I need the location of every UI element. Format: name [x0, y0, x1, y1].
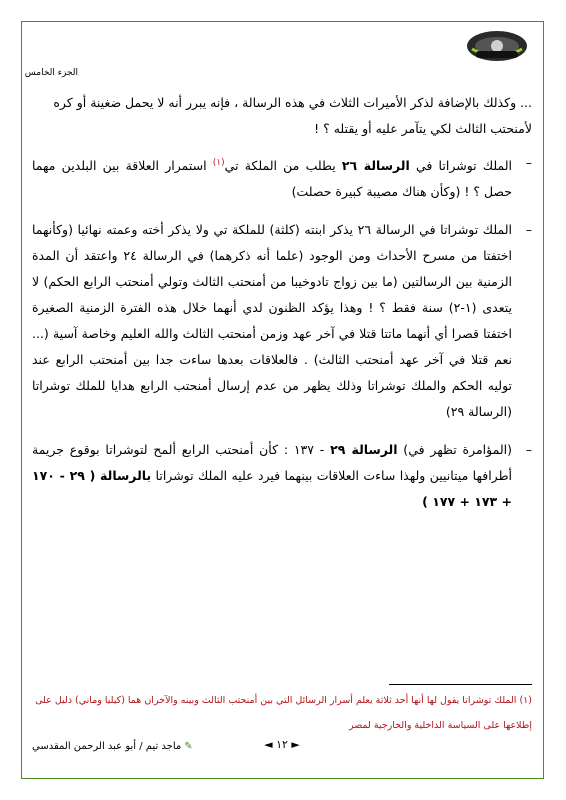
bullet-3-text-b: - ١٣٧ : كأن أمنحتب الرابع ألمح لتوشراتا بوقوع جريمة أطرافها ميتانيين ولهذا ساءت العلاقات بينهما فيرد عليه الملك توشراتا [32, 442, 512, 484]
bullet-1-text-a: الملك توشراتا في [409, 158, 512, 174]
footnote-divider [389, 684, 532, 685]
author-credit [32, 741, 193, 752]
bullet-1-text-b: يطلب من الملكة تي [224, 158, 342, 174]
intro-line-1: ... وكذلك بالإضافة لذكر الأميرات الثلاث في هذه الرسالة ، فإنه يبرر أنه لا يحمل ضغينة أو كره [53, 95, 532, 110]
author-name: ماجد تيم / أبو عبد الرحمن المقدسي [32, 741, 182, 752]
bullet-1-text-c: استمرار العلاقة بين البلدين مهما حصل ؟ ! (وكأن هناك مصيبة كبيرة حصلت) [32, 158, 512, 200]
part-label: الجزء الخامس [24, 68, 78, 78]
bullet-dash: – [525, 442, 532, 458]
page-footer [32, 738, 532, 758]
footnote-ref-mark[interactable]: (١) [212, 158, 225, 168]
intro-paragraph [32, 90, 532, 142]
feather-icon: ✎ [184, 741, 193, 752]
bullet-2-text: الملك توشراتا في الرسالة ٢٦ يذكر ابنته (كلثة) للملكة تي ولا يذكر أخته وعمته نهائيا (وكأنهما اختفتا من مسرح الأحداث ومن الوجود (علما أنه ذكرهما) في الرسالة ٢٤ واعتقد أن المدة الزمنية بين الرسالتين (ما بين زواج تادوخيبا من أمنحتب الثالث وتولي أمنحتب الرابع الحكم) لا يتعدى (١-٢) سنة فقط ؟ ! وهذا يؤكد الظنون لدي أنهما خلال هذه الفترة الزمنية الصغيرة اختفتا قصرا أي أنهما ماتتا قتلا في آخر عهد وزمن أمنحتب الثالث والله العليم وخاصة آسية (... نعم قتلا في آخر عهد أمنحتب الثالث) . فالعلاقات بعدها ساءت جدا بين أمنحتب الرابع عند توليه الحكم والملك توشراتا وذلك يظهر من عدم إرسال أمنحتب الرابع هدايا للملك توشراتا (الرسالة ٢٩) [32, 222, 512, 420]
bullet-dash: – [525, 155, 532, 170]
bullet-3-letter-ref: الرسالة ٢٩ [330, 442, 398, 458]
bullet-item-1 [32, 150, 532, 205]
page-number: ◄ ١٢ ► [264, 738, 300, 751]
footnote: (١) الملك توشراتا يقول لها أنها أحد ثلاثة يعلم أسرار الرسائل التي بين أمنحتب الثالث وبينه والآخران هما (كيليا وماني) دليل على إطلاعها على السياسة الداخلية والخارجية لمصر [35, 695, 532, 731]
bullet-item-3 [32, 437, 532, 515]
bullet-dash: – [525, 222, 532, 238]
site-logo [466, 27, 528, 65]
bullet-3-letter-ref-2: بالرسالة ( ٢٩ - ١٧٠ + ١٧٣ + ١٧٧ ) [32, 468, 512, 510]
bullet-item-2 [32, 217, 532, 425]
bullet-3-text-a: (المؤامرة تظهر في) [397, 442, 512, 458]
intro-line-2: لأمنحتب الثالث لكي يتآمر عليه أو يقتله ؟ ! [314, 121, 532, 136]
main-content [32, 90, 532, 527]
bullet-1-letter-ref: الرسالة ٢٦ [341, 158, 410, 174]
